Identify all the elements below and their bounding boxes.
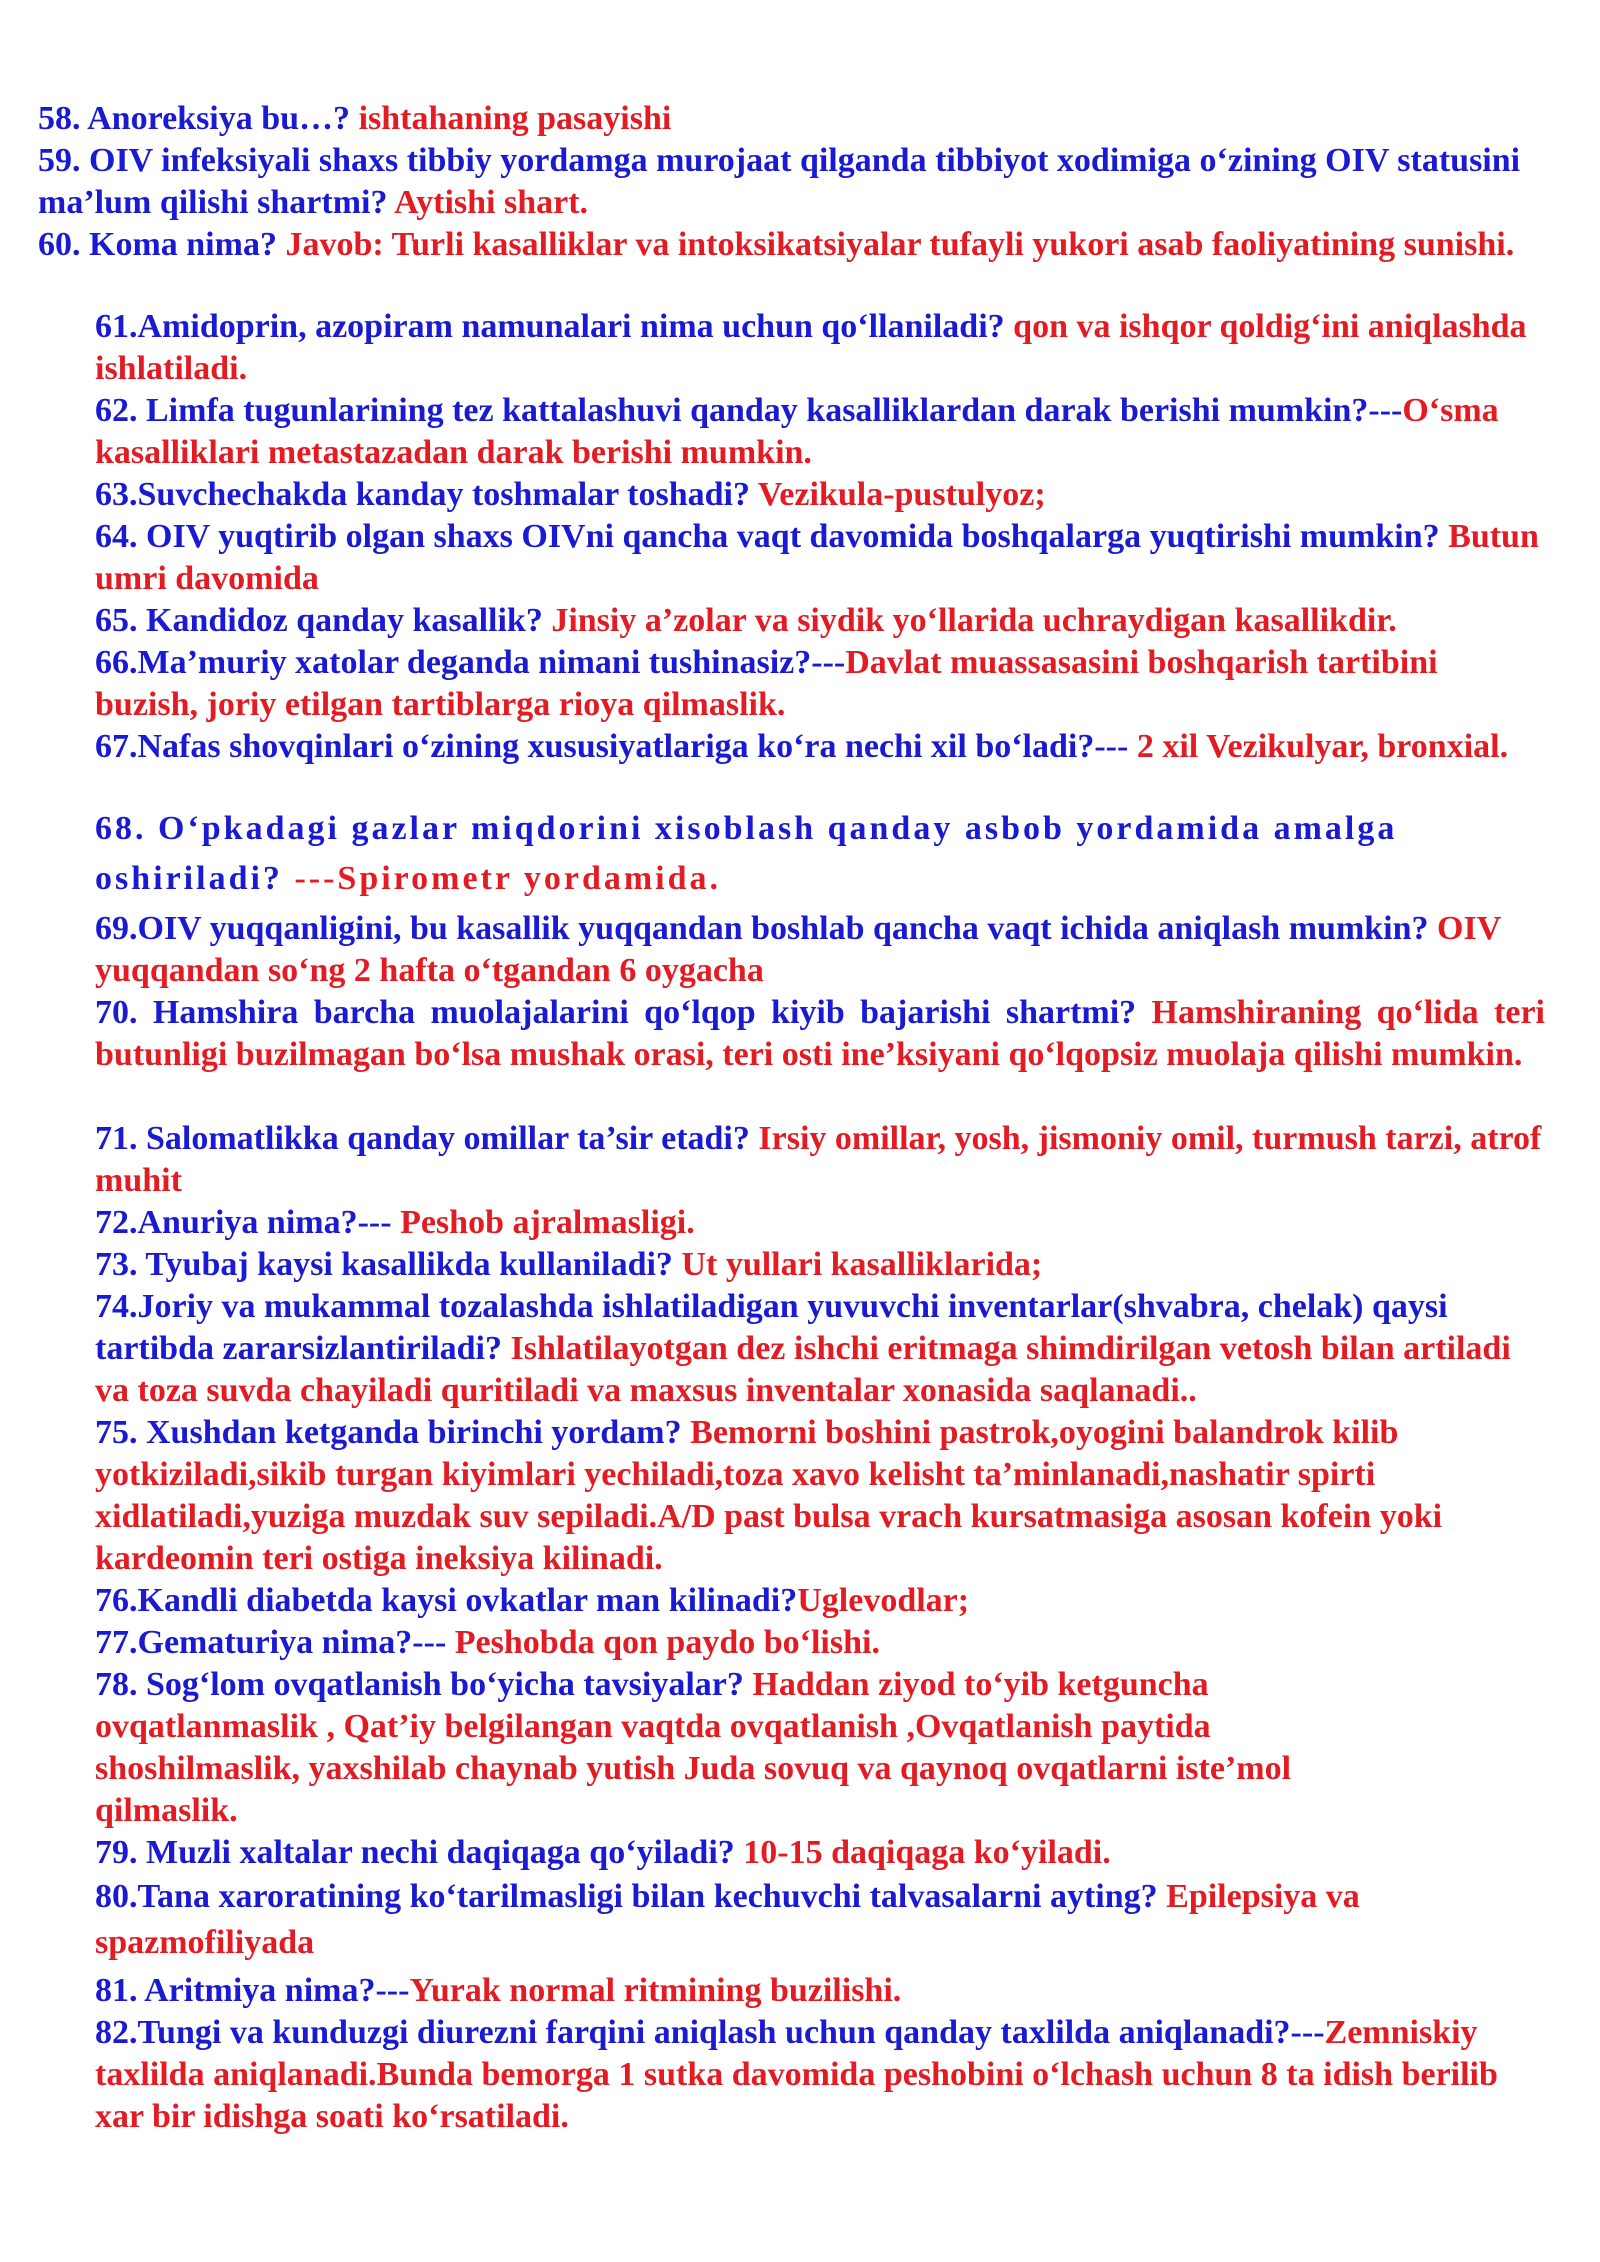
answer-text: Davlat muassasasini boshqarish tartibini buzish, joriy etilgan tartiblarga rioya qilmaslik. bbox=[95, 644, 1438, 723]
question-text: 64. OIV yuqtirib olgan shaxs OIVni qancha vaqt davomida boshqalarga yuqtirishi mumkin? bbox=[95, 518, 1449, 555]
answer-text: Uglevodlar; bbox=[797, 1582, 970, 1619]
answer-text: Zemniskiy taxlilda aniqlanadi.Bunda bemorga 1 sutka davomida peshobini o‘lchash uchun 8 ta idish berilib xar bir idishga soati ko‘rsatiladi. bbox=[95, 2014, 1498, 2135]
question-text: 66.Ma’muriy xatolar deganda nimani tushinasiz?--- bbox=[95, 644, 846, 681]
question-text: 77.Gematuriya nima?--- bbox=[95, 1624, 455, 1661]
question-text: 82.Tungi va kunduzgi diurezni farqini aniqlash uchun qanday taxlilda aniqlanadi?--- bbox=[95, 2014, 1325, 2051]
question-text: 73. Tyubaj kaysi kasallikda kullaniladi? bbox=[95, 1246, 682, 1283]
qa-item-74 bbox=[95, 1286, 1545, 1412]
qa-item-61 bbox=[95, 306, 1545, 390]
qa-item-69 bbox=[95, 908, 1545, 992]
qa-item-70 bbox=[95, 992, 1545, 1076]
qa-item-80 bbox=[95, 1874, 1545, 1966]
question-text: 67.Nafas shovqinlari o‘zining xususiyatlariga ko‘ra nechi xil bo‘ladi?--- bbox=[95, 728, 1137, 765]
question-text: 74.Joriy va mukammal tozalashda ishlatiladigan yuvuvchi inventarlar(shvabra, chelak) qaysi tartibda zararsizlantiriladi? bbox=[95, 1288, 1448, 1367]
question-text: 79. Muzli xaltalar nechi daqiqaga qo‘yiladi? bbox=[95, 1834, 744, 1871]
answer-text: Ishlatilayotgan dez ishchi eritmaga shimdirilgan vetosh bilan artiladi va toza suvda chayiladi quritiladi va maxsus inventalar xonasida saqlanadi.. bbox=[95, 1330, 1511, 1409]
answer-text: 10-15 daqiqaga ko‘yiladi. bbox=[743, 1834, 1111, 1871]
qa-item-73 bbox=[95, 1244, 1545, 1286]
question-text: 78. Sog‘lom ovqatlanish bo‘yicha tavsiyalar? bbox=[95, 1666, 753, 1703]
question-text: 71. Salomatlikka qanday omillar ta’sir etadi? bbox=[95, 1120, 759, 1157]
qa-item-62 bbox=[95, 390, 1545, 474]
answer-text: Javob: Turli kasalliklar va intoksikatsiyalar tufayli yukori asab faoliyatining sunishi. bbox=[285, 226, 1515, 263]
answer-text: ishtahaning pasayishi bbox=[358, 100, 672, 137]
qa-item-82 bbox=[95, 2012, 1545, 2138]
question-text: 60. Koma nima? bbox=[38, 226, 286, 263]
answer-text: Ut yullari kasalliklarida; bbox=[681, 1246, 1043, 1283]
question-text: 68. O‘pkadagi gazlar miqdorini xisoblash qanday asbob yordamida amalga oshiriladi? bbox=[95, 810, 1398, 897]
answer-text: Peshob ajralmasligi. bbox=[400, 1204, 695, 1241]
qa-item-78 bbox=[95, 1664, 1395, 1832]
answer-text: Aytishi shart. bbox=[394, 184, 589, 221]
question-text: 61.Amidoprin, azopiram namunalari nima uchun qo‘llaniladi? bbox=[95, 308, 1014, 345]
qa-item-68 bbox=[95, 804, 1545, 904]
answer-text: Irsiy omillar, yosh, jismoniy omil, turmush tarzi, atrof muhit bbox=[95, 1120, 1542, 1199]
question-text: 81. Aritmiya nima?--- bbox=[95, 1972, 410, 2009]
answer-text: Vezikula-pustulyoz; bbox=[757, 476, 1046, 513]
qa-item-71 bbox=[95, 1118, 1545, 1202]
question-text: 75. Xushdan ketganda birinchi yordam? bbox=[95, 1414, 691, 1451]
qa-item-67 bbox=[95, 726, 1545, 768]
qa-item-76 bbox=[95, 1580, 1545, 1622]
qa-item-77 bbox=[95, 1622, 1545, 1664]
qa-item-64 bbox=[95, 516, 1545, 600]
qa-item-59 bbox=[38, 140, 1563, 224]
answer-text: qon va ishqor qoldig‘ini aniqlashda ishlatiladi. bbox=[95, 308, 1527, 387]
answer-text: Yurak normal ritmining buzilishi. bbox=[409, 1972, 902, 2009]
question-text: 70. Hamshira barcha muolajalarini qo‘lqop kiyib bajarishi shartmi? bbox=[95, 994, 1152, 1031]
question-text: 65. Kandidoz qanday kasallik? bbox=[95, 602, 552, 639]
answer-text: Haddan ziyod to‘yib ketguncha ovqatlanmaslik , Qat’iy belgilangan vaqtda ovqatlanish ,Ovqatlanish paytida shoshilmaslik, yaxshilab chaynab yutish Juda sovuq va qaynoq ovqatlarni iste’mol qilmaslik. bbox=[95, 1666, 1292, 1829]
qa-item-60 bbox=[38, 224, 1563, 266]
answer-text: ---Spirometr yordamida. bbox=[294, 860, 722, 897]
answer-text: Peshobda qon paydo bo‘lishi. bbox=[454, 1624, 880, 1661]
answer-text: O‘sma kasalliklari metastazadan darak berishi mumkin. bbox=[95, 392, 1499, 471]
qa-item-65 bbox=[95, 600, 1545, 642]
answer-text: Epilepsiya va spazmofiliyada bbox=[95, 1878, 1360, 1961]
answer-text: Butun umri davomida bbox=[95, 518, 1539, 597]
qa-item-63 bbox=[95, 474, 1545, 516]
question-text: 80.Tana xaroratining ko‘tarilmasligi bilan kechuvchi talvasalarni ayting? bbox=[95, 1878, 1167, 1915]
qa-item-72 bbox=[95, 1202, 1545, 1244]
question-text: 69.OIV yuqqanligini, bu kasallik yuqqandan boshlab qancha vaqt ichida aniqlash mumkin? bbox=[95, 910, 1438, 947]
qa-item-75 bbox=[95, 1412, 1545, 1580]
qa-item-58 bbox=[38, 98, 1563, 140]
question-text: 62. Limfa tugunlarining tez kattalashuvi qanday kasalliklardan darak berishi mumkin?--- bbox=[95, 392, 1403, 429]
question-text: 59. OIV infeksiyali shaxs tibbiy yordamga murojaat qilganda tibbiyot xodimiga o‘zining OIV statusini ma’lum qilishi shartmi? bbox=[38, 142, 1521, 221]
qa-item-79 bbox=[95, 1832, 1545, 1874]
answer-text: 2 xil Vezikulyar, bronxial. bbox=[1136, 728, 1509, 765]
answer-text: Bemorni boshini pastrok,oyogini balandrok kilib yotkiziladi,sikib turgan kiyimlari yechiladi,toza xavo kelisht ta’minlanadi,nashatir spirti xidlatiladi,yuziga muzdak suv sepiladi.A/D past bulsa vrach kursatmasiga asosan kofein yoki kardeomin teri ostiga ineksiya kilinadi. bbox=[95, 1414, 1443, 1577]
answer-text: Jinsiy a’zolar va siydik yo‘llarida uchraydigan kasallikdir. bbox=[551, 602, 1397, 639]
question-text: 76.Kandli diabetda kaysi ovkatlar man kilinadi? bbox=[95, 1582, 798, 1619]
question-text: 63.Suvchechakda kanday toshmalar toshadi? bbox=[95, 476, 758, 513]
question-text: 58. Anoreksiya bu…? bbox=[38, 100, 359, 137]
qa-item-66 bbox=[95, 642, 1545, 726]
answer-text: OIV yuqqandan so‘ng 2 hafta o‘tgandan 6 oygacha bbox=[95, 910, 1501, 989]
answer-text: Hamshiraning qo‘lida teri butunligi buzilmagan bo‘lsa mushak orasi, teri osti ine’ksiyani qo‘lqopsiz muolaja qilishi mumkin. bbox=[95, 994, 1545, 1073]
question-text: 72.Anuriya nima?--- bbox=[95, 1204, 401, 1241]
qa-item-81 bbox=[95, 1970, 1545, 2012]
